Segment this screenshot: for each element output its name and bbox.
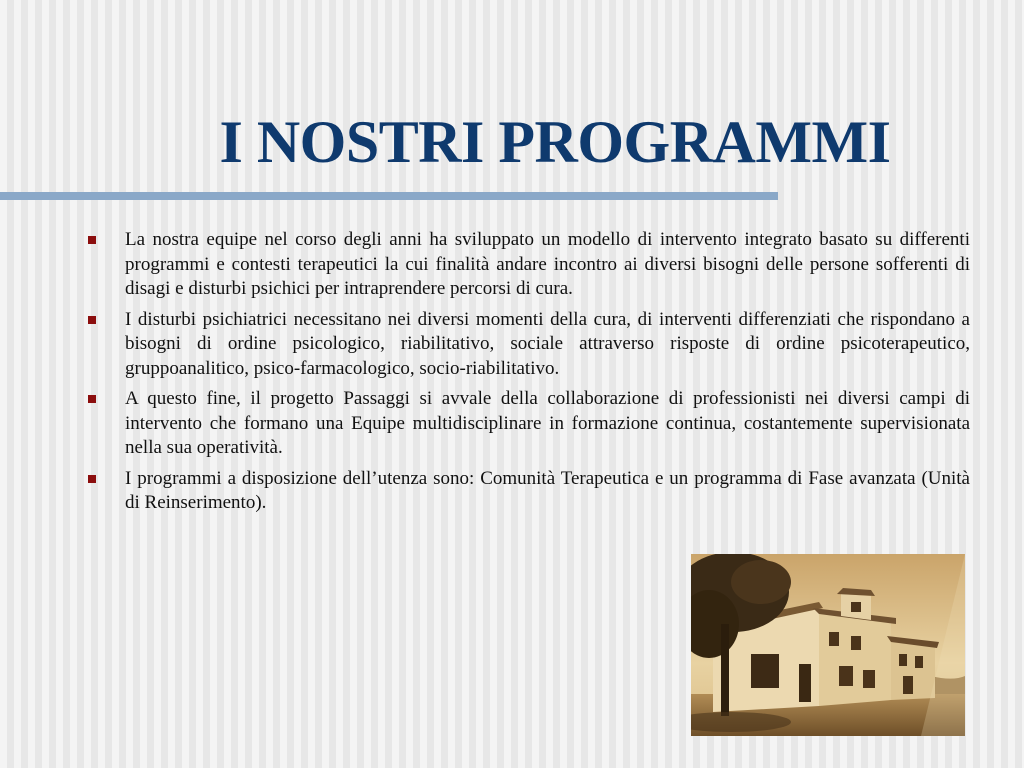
square-bullet-icon	[88, 395, 96, 403]
square-bullet-icon	[88, 475, 96, 483]
bullet-text: La nostra equipe nel corso degli anni ha sviluppato un modello di intervento integrato basato su differenti programmi e contesti terapeutici la cui finalità andare incontro ai diversi bisogni delle persone sofferenti di disagi e disturbi psichici per intraprendere percorsi di cura.	[125, 229, 970, 299]
bullet-item	[88, 228, 970, 302]
bullet-text: I disturbi psichiatrici necessitano nei diversi momenti della cura, di interventi differenziati che rispondano a bisogni di ordine psicologico, riabilitativo, sociale attraverso risposte di ordine psicoterapeutico, gruppoanalitico, psico-farmacologico, socio-riabilitativo.	[125, 308, 970, 379]
bullet-text: A questo fine, il progetto Passaggi si avvale della collaborazione di professionisti nei diversi campi di intervento che formano una Equipe multidisciplinare in formazione continua, costantemente supervisionata nella sua operatività.	[125, 388, 970, 458]
square-bullet-icon	[88, 316, 96, 324]
bullet-text: I programmi a disposizione dell’utenza sono: Comunità Terapeutica e un programma di Fase avanzata (Unità di Reinserimento).	[125, 467, 970, 513]
sepia-farmhouse-photo	[691, 554, 965, 736]
slide-title: I NOSTRI PROGRAMMI	[219, 109, 891, 175]
bullet-item	[88, 387, 970, 461]
farmhouse-image	[691, 554, 965, 736]
title-underline	[0, 192, 778, 200]
bullet-list	[88, 228, 970, 522]
bullet-item	[88, 467, 970, 516]
square-bullet-icon	[88, 236, 96, 244]
bullet-item	[88, 308, 970, 382]
